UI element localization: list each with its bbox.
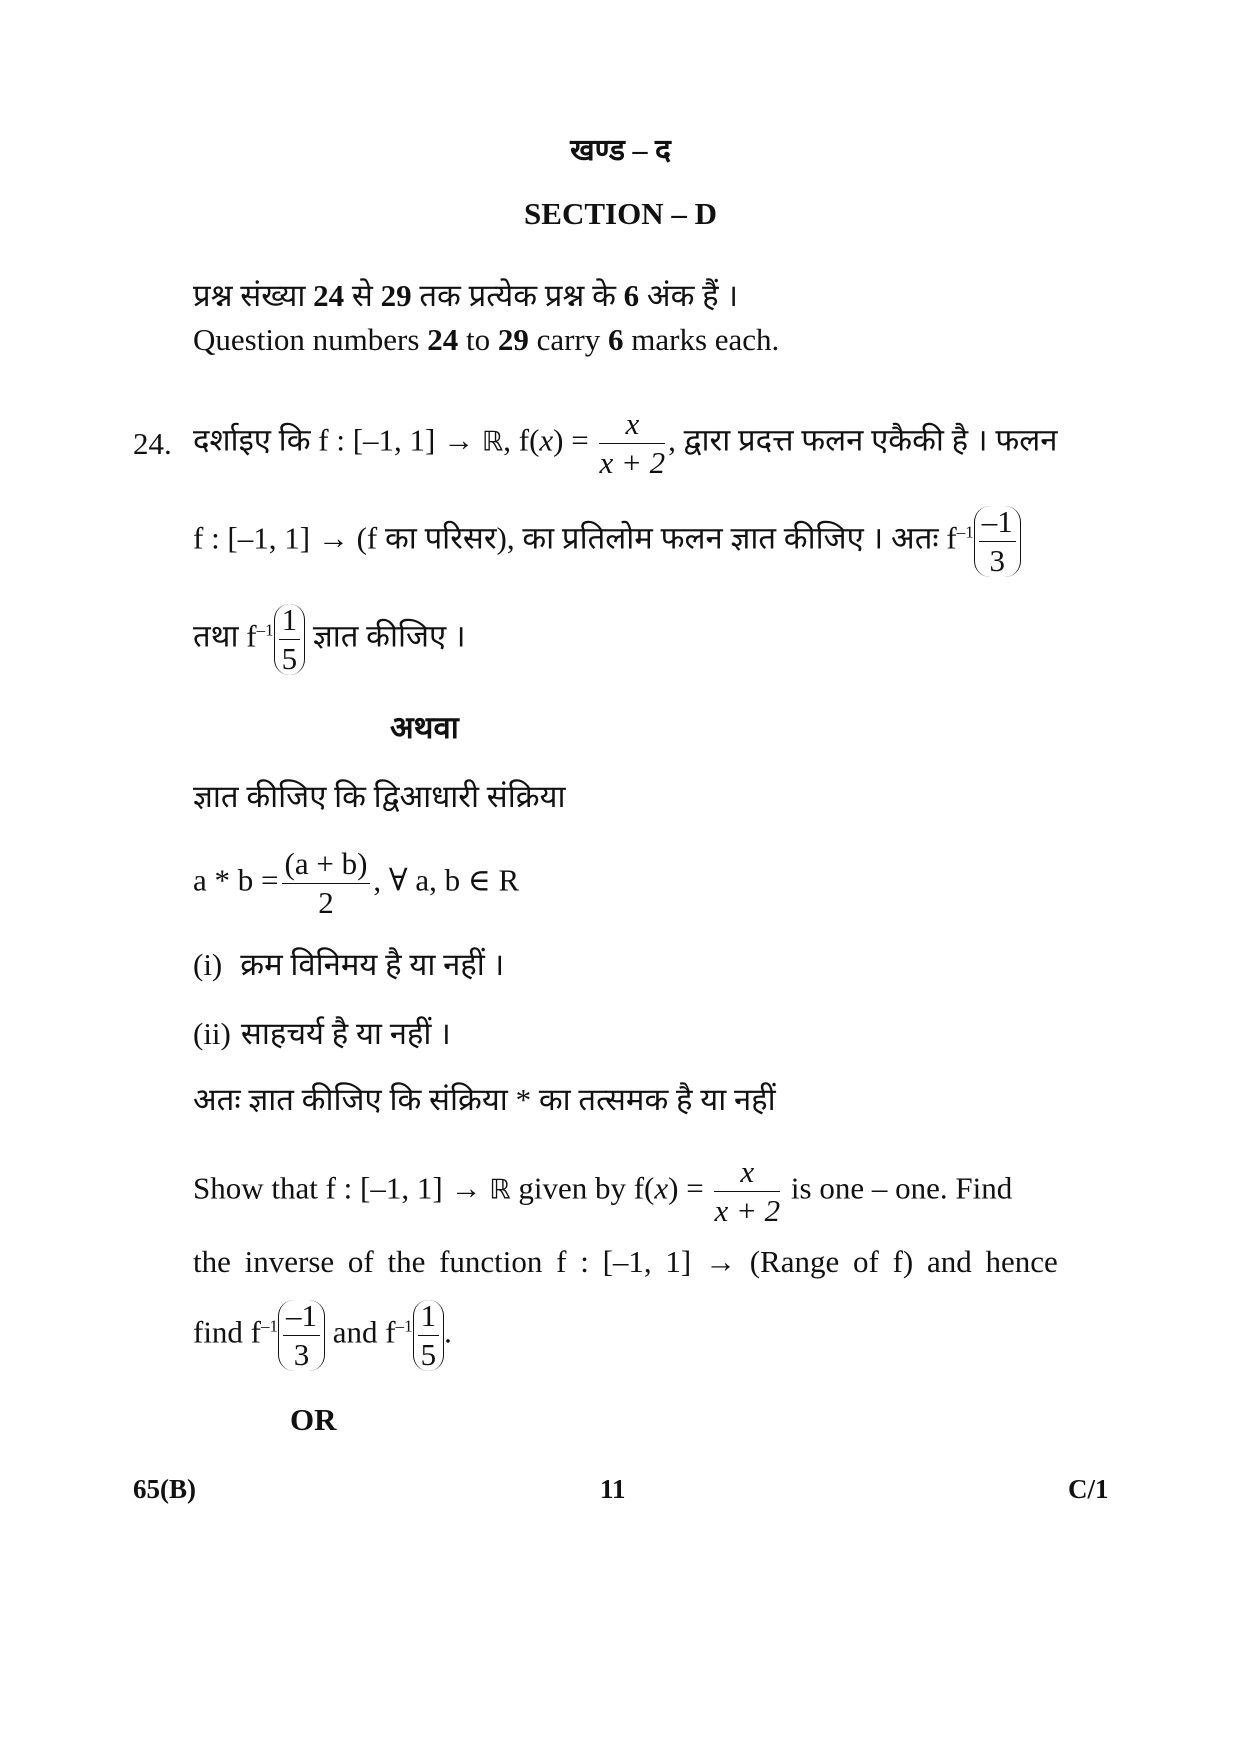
footer-code: 65(B) (133, 1474, 196, 1504)
argument-one-fifth: $\frac{1}{5}$ (274, 604, 306, 675)
page-number: 11 (600, 1474, 626, 1504)
question-number: 24. (133, 426, 172, 461)
q24-hindi-line-1: दर्शाइए कि f : [–1, 1] → ℝ, f(x) = $\frac{x}{x + 2}$ , द्वारा प्रदत्त फलन एकैकी है । फलन (193, 406, 1058, 480)
instruction-hindi: प्रश्न संख्या 24 से 29 तक प्रत्येक प्रश्न के 6 अंक हैं । (193, 278, 739, 313)
or-hindi: अथवा (390, 710, 459, 745)
list-item: (i) क्रम विनिमय है या नहीं । (193, 947, 505, 982)
section-title-english: SECTION – D (524, 196, 717, 231)
q24-english-line-2: the inverse of the function f : [–1, 1] → (Range of f) and hence (193, 1244, 1058, 1279)
list-item: (ii) साहचर्य है या नहीं । (193, 1016, 451, 1051)
q24-hindi-line-3: तथा $f^{-1}$ $\frac{1}{5}$ ज्ञात कीजिए । (193, 602, 466, 676)
q24-english-line-3: find $f^{-1}$ $\frac{-1}{3}$ and $f^{-1}$ $\frac{1}{5}$ . (193, 1298, 452, 1372)
q24-hindi-line-2: f : [–1, 1] → (f का परिसर), का प्रतिलोम फलन ज्ञात कीजिए । अतः $f^{-1}$ $\frac{-1}{3}$ (193, 506, 1021, 577)
argument-minus-one-third: $\frac{-1}{3}$ (974, 506, 1021, 577)
footer-set: C/1 (1068, 1474, 1109, 1504)
q24-alt-hindi-conclusion: अतः ज्ञात कीजिए कि संक्रिया * का तत्समक है या नहीं (193, 1082, 776, 1117)
q24-english-line-1: Show that f : [–1, 1] → ℝ given by f(x) = $\frac{x}{x + 2}$ is one – one. Find (193, 1154, 1013, 1228)
binary-operation-definition: a * b = $\frac{(a + b)}{2}$ , ∀ a, b ∈ R (193, 846, 520, 920)
instruction-english: Question numbers 24 to 29 carry 6 marks each. (193, 322, 780, 357)
q24-alt-hindi-intro: ज्ञात कीजिए कि द्विआधारी संक्रिया (193, 779, 566, 814)
fraction-x-over-x-plus-2: $\frac{x}{x + 2}$ (599, 406, 666, 480)
section-title-hindi: खण्ड – द (570, 134, 671, 167)
or-english: OR (290, 1402, 337, 1437)
